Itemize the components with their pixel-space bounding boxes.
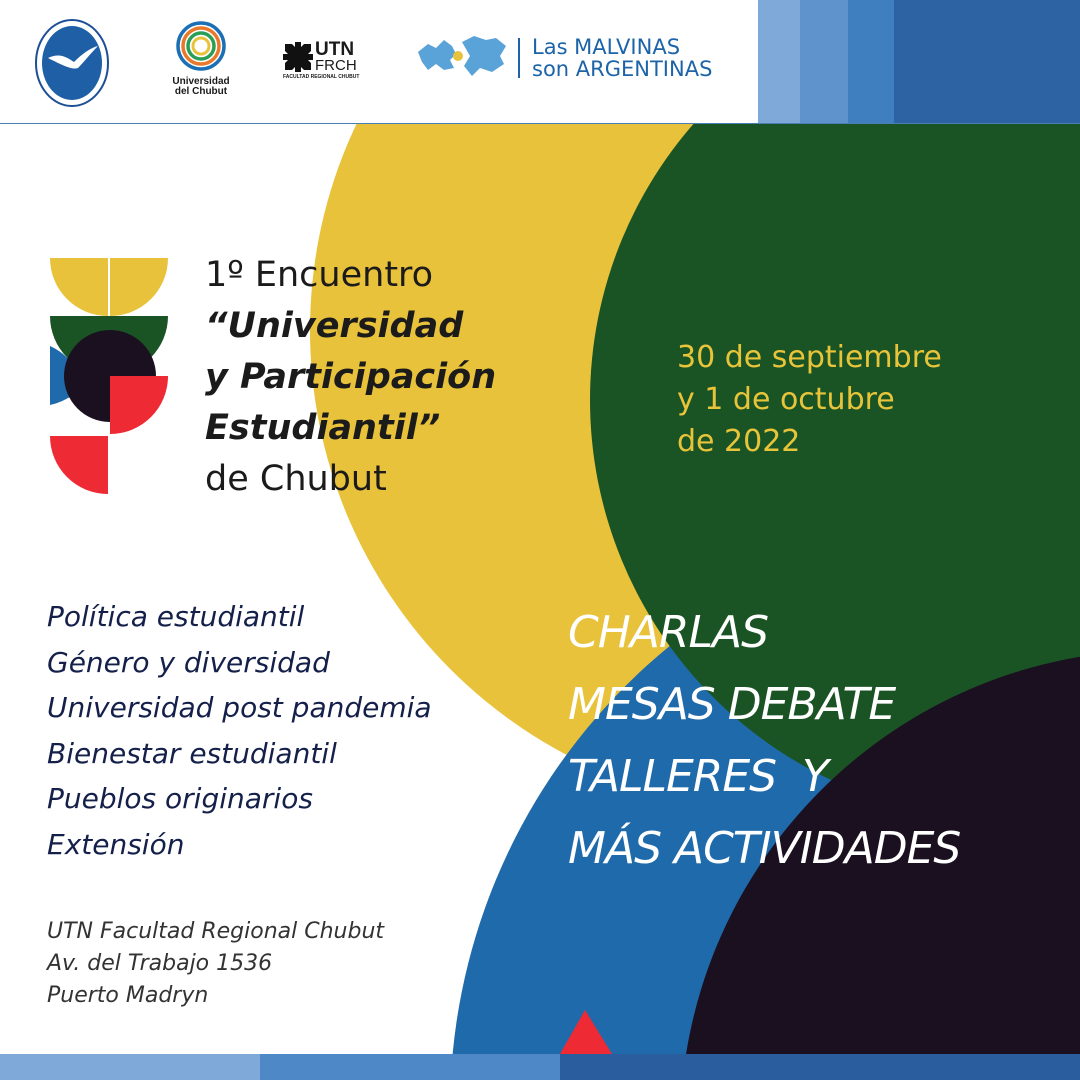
malvinas-divider: [518, 38, 520, 78]
topic-item: Extensión: [47, 827, 185, 861]
malvinas-line1: Las MALVINAS: [532, 35, 681, 59]
date-line-2: y 1 de octubre: [677, 382, 895, 417]
title-line-4: Estudiantil”: [205, 408, 441, 448]
universidad-chubut-line2: del Chubut: [174, 86, 228, 97]
title-line-3: y Participación: [205, 357, 497, 397]
university-seal-logo: [34, 18, 110, 108]
universidad-chubut-logo: [166, 20, 236, 100]
title-line-1: 1º Encuentro: [205, 255, 434, 295]
topic-item: Universidad post pandemia: [47, 691, 432, 724]
topic-item: Pueblos originarios: [47, 782, 313, 815]
event-title: [205, 250, 496, 505]
address-line-3: Puerto Madryn: [47, 983, 209, 1008]
topic-item: Política estudiantil: [47, 600, 305, 633]
title-line-2: “Universidad: [205, 306, 464, 346]
topic-item: Bienestar estudiantil: [47, 736, 337, 770]
date-line-1: 30 de septiembre: [677, 340, 942, 375]
topic-item: Género y diversidad: [47, 645, 330, 679]
malvinas-islands-map-icon: [414, 30, 510, 84]
event-dates: [677, 337, 942, 463]
venue-address: [47, 916, 384, 1012]
header-bar: [0, 0, 1080, 124]
activity-item: MESAS DEBATE: [568, 679, 896, 730]
activities-list: [568, 597, 960, 885]
address-line-1: UTN Facultad Regional Chubut: [47, 919, 385, 944]
malvinas-line2: son ARGENTINAS: [532, 57, 713, 81]
malvinas-slogan: [532, 36, 712, 80]
activity-item: TALLERES Y: [568, 751, 828, 802]
date-line-3: de 2022: [677, 424, 801, 459]
concentric-rings-icon: [173, 20, 229, 72]
utn-logo: [283, 40, 367, 86]
utn-line1: UTN: [315, 39, 355, 60]
utn-line3: FACULTAD REGIONAL CHUBUT: [283, 74, 360, 80]
albatross-seal-icon: [34, 18, 110, 108]
utn-emblem-icon: [283, 42, 313, 72]
utn-line2: FRCH: [315, 57, 357, 74]
topics-list: [47, 594, 432, 867]
activity-item: CHARLAS: [568, 607, 769, 658]
activity-item: MÁS ACTIVIDADES: [568, 823, 961, 874]
universidad-chubut-line1: Universidad: [172, 76, 230, 87]
event-logo-mark: [50, 258, 168, 494]
title-line-5: de Chubut: [205, 459, 387, 499]
address-line-2: Av. del Trabajo 1536: [47, 951, 273, 976]
